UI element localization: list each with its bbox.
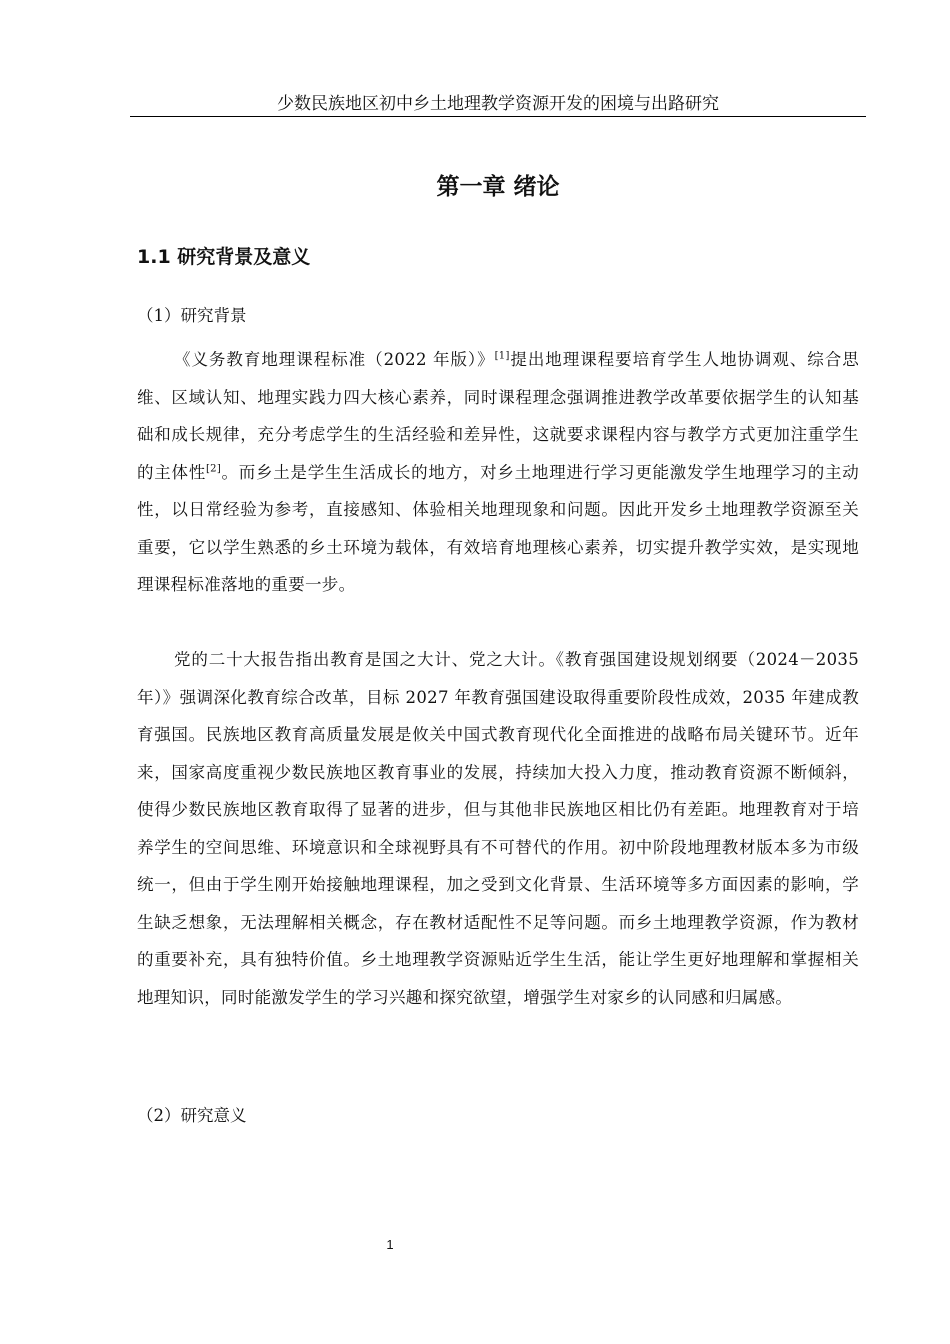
subsection-heading-background: （1）研究背景 — [137, 306, 247, 325]
paragraph-curriculum-standard — [137, 341, 859, 604]
chapter-title: 第一章 绪论 — [436, 174, 560, 200]
header-rule — [130, 116, 866, 117]
section-title: 1.1 研究背景及意义 — [137, 246, 311, 268]
page-number: 1 — [386, 1237, 394, 1252]
paragraph-text: 《义务教育地理课程标准（2022 年版）》 — [174, 350, 495, 369]
citation-ref-2: [2] — [205, 463, 222, 474]
subsection-heading-significance: （2）研究意义 — [137, 1106, 247, 1125]
paragraph-education-policy: 党的二十大报告指出教育是国之大计、党之大计。《教育强国建设规划纲要（2024－2035 年）》强调深化教育综合改革，目标 2027 年教育强国建设取得重要阶段性成效，2035 年建成教育强国。民族地区教育高质量发展是攸关中国式教育现代化全面推进的战略布局关键环节。近年来，国家高度重视少数民族地区教育事业的发展，持续加大投入力度，推动教育资源不断倾斜，使得少数民族地区教育取得了显著的进步，但与其他非民族地区相比仍有差距。地理教育对于培养学生的空间思维、环境意识和全球视野具有不可替代的作用。初中阶段地理教材版本多为市级统一，但由于学生刚开始接触地理课程，加之受到文化背景、生活环境等多方面因素的影响，学生缺乏想象，无法理解相关概念，存在教材适配性不足等问题。而乡土地理教学资源，作为教材的重要补充，具有独特价值。乡土地理教学资源贴近学生生活，能让学生更好地理解和掌握相关地理知识，同时能激发学生的学习兴趣和探究欲望，增强学生对家乡的认同感和归属感。 — [137, 650, 859, 1007]
running-header: 少数民族地区初中乡土地理教学资源开发的困境与出路研究 — [277, 94, 719, 114]
paragraph-text: 。而乡土是学生生活成长的地方，对乡土地理进行学习更能激发学生地理学习的主动性，以日常经验为参考，直接感知、体验相关地理现象和问题。因此开发乡土地理教学资源至关重要，它以学生熟悉的乡土环境为载体，有效培育地理核心素养，切实提升教学实效，是实现地理课程标准落地的重要一步。 — [137, 462, 859, 594]
citation-ref-1: [1] — [494, 350, 510, 362]
paragraph-text: 提出地理课程要培育学生人地协调观、综合思维、区域认知、地理实践力四大核心素养，同时课程理念强调推进教学改革要依据学生的认知基础和成长规律，充分考虑学生的生活经验和差异性，这就要求课程内容与教学方式更加注重学生的主体性 — [137, 350, 859, 482]
